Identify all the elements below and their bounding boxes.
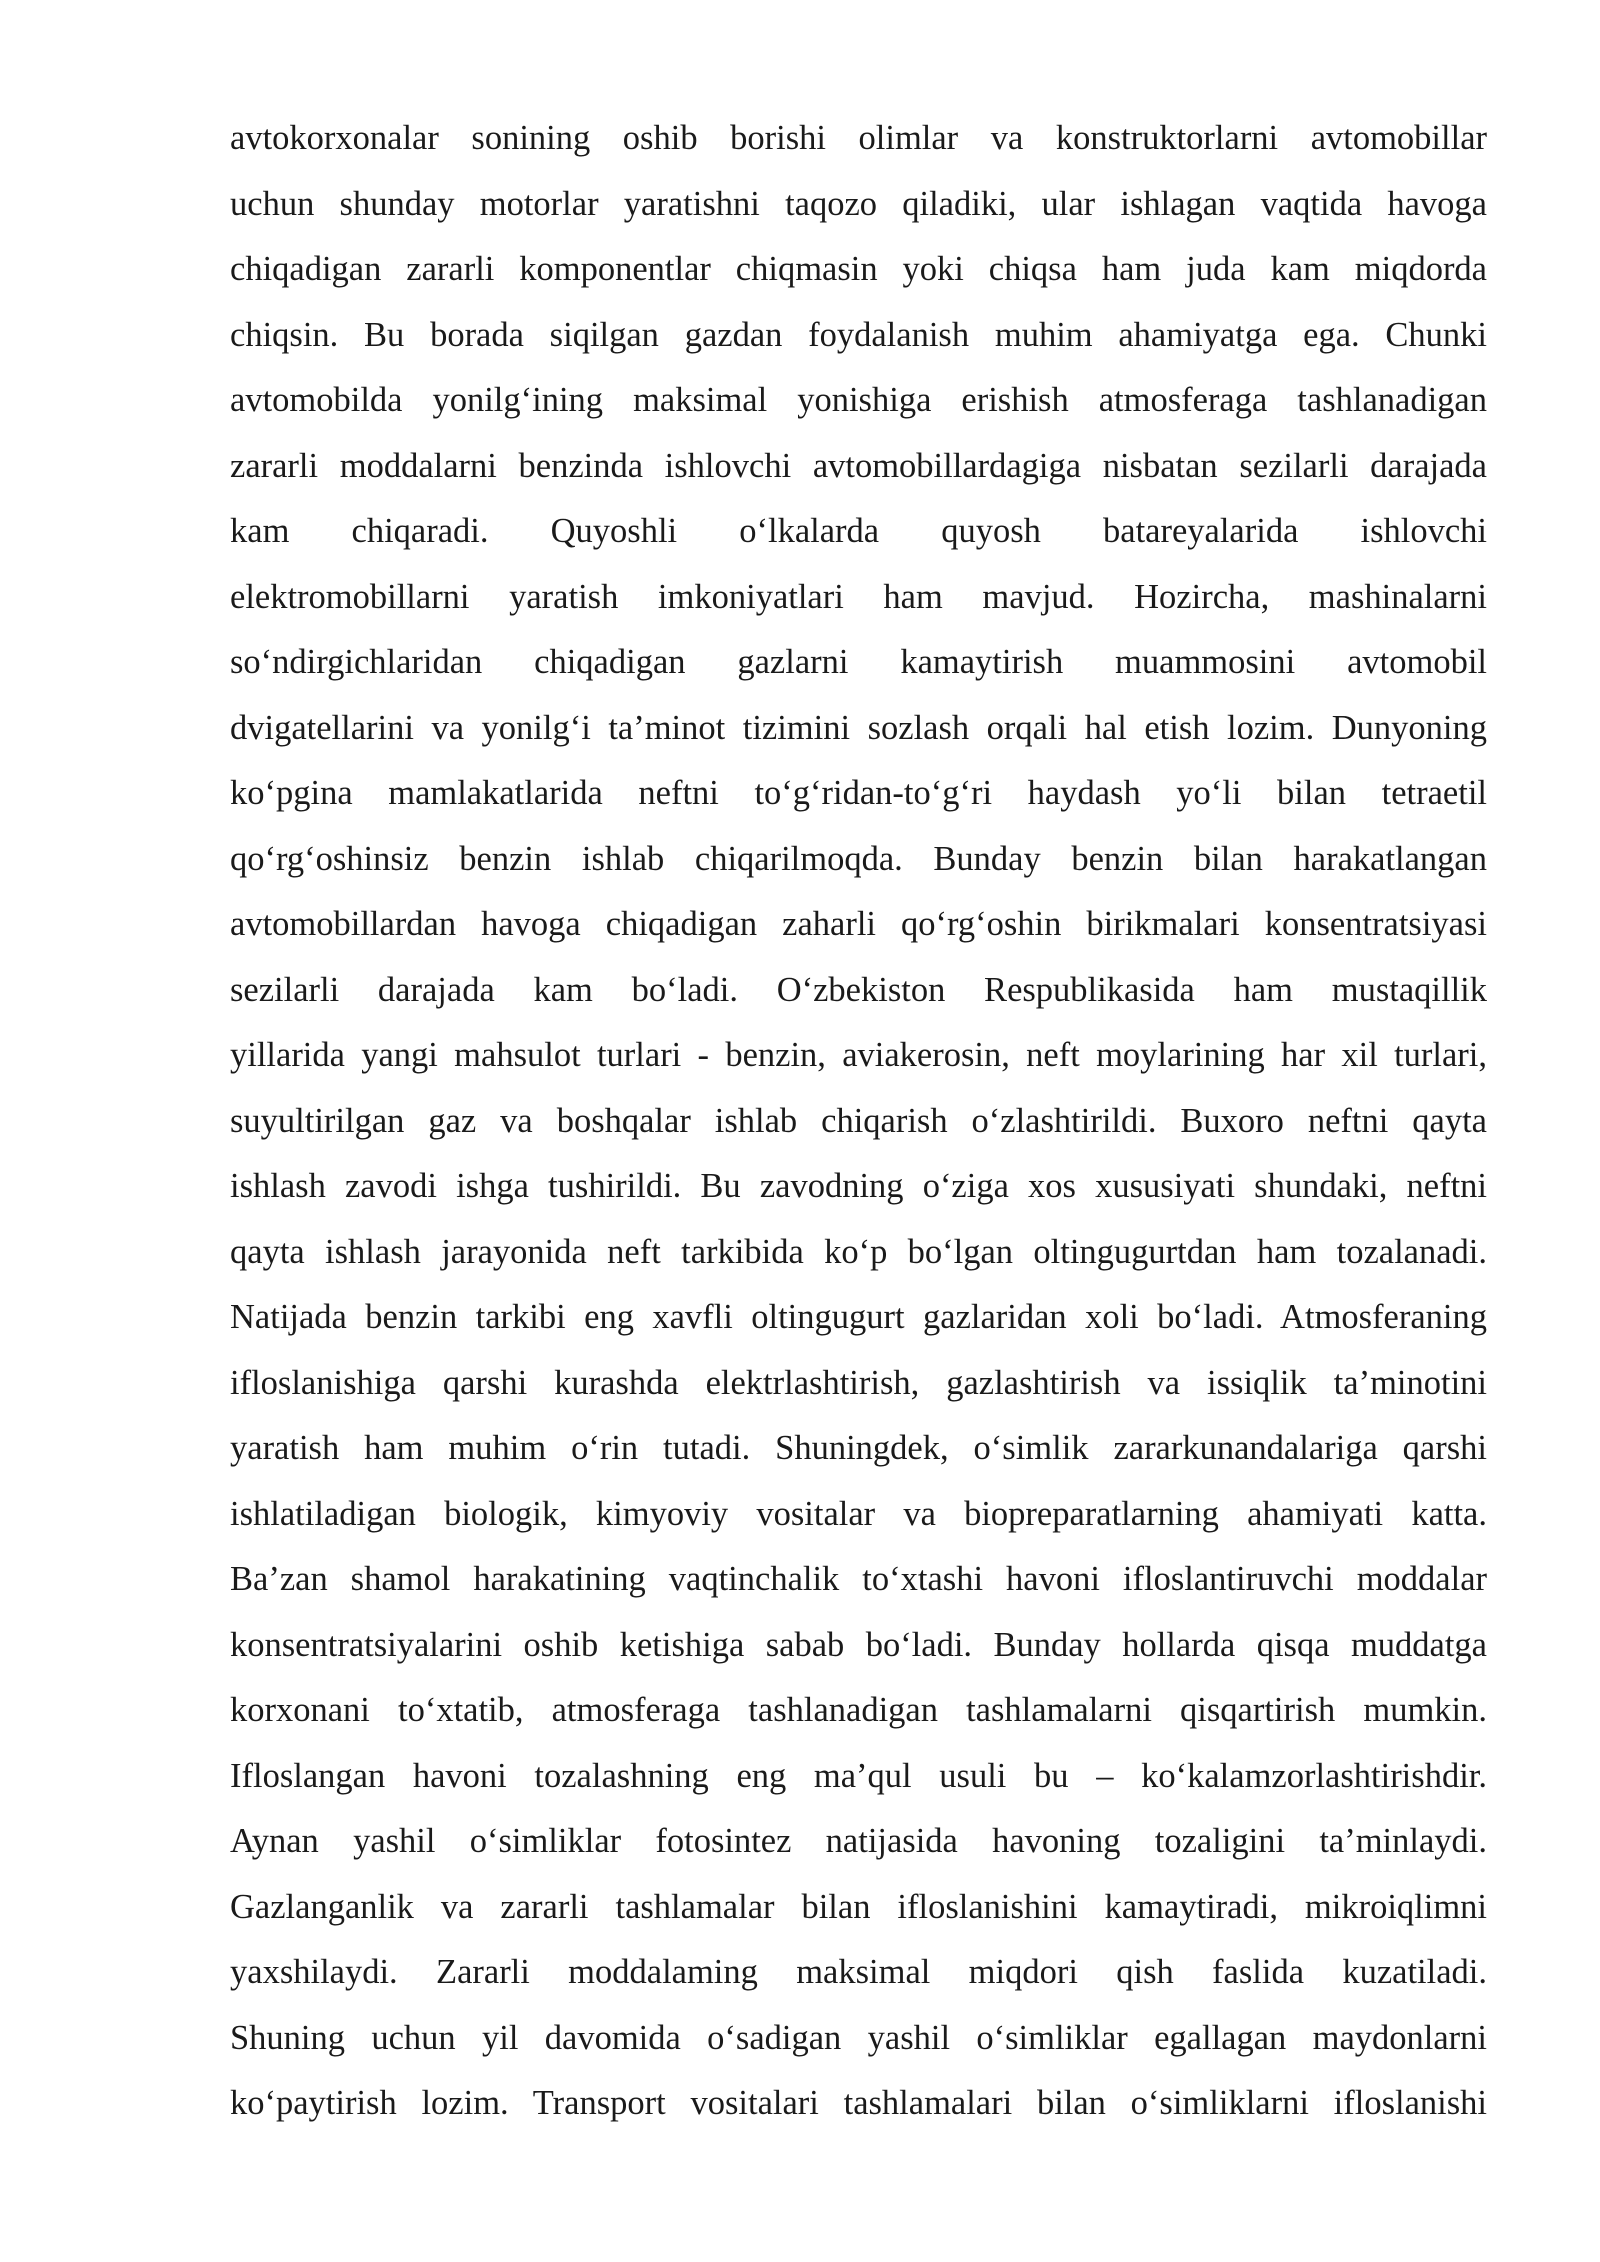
text-line: chiqsin. Bu borada siqilgan gazdan foydalanish muhim ahamiyatga ega. Chunki [230,315,1487,354]
text-line: avtomobillardan havoga chiqadigan zaharli qo‘rg‘oshin birikmalari konsentratsiyasi [230,905,1487,943]
text-line: Ifloslangan havoni tozalashning eng ma’qul usuli bu – ko‘kalamzorlashtirishdir. [230,1756,1487,1795]
text-line: yillarida yangi mahsulot turlari - benzin, aviakerosin, neft moylarining har xil turlari, [230,1036,1487,1074]
text-line: sezilarli darajada kam bo‘ladi. O‘zbekiston Respublikasida ham mustaqillik [230,970,1487,1009]
text-line: zararli moddalarni benzinda ishlovchi avtomobillardagiga nisbatan sezilarli darajada [230,446,1487,485]
text-line: Gazlanganlik va zararli tashlamalar bilan ifloslanishini kamaytiradi, mikroiqlimni [230,1887,1487,1926]
text-line: konsentratsiyalarini oshib ketishiga sabab bo‘ladi. Bunday hollarda qisqa muddatga [230,1625,1487,1664]
text-line: yaratish ham muhim o‘rin tutadi. Shuningdek, o‘simlik zararkunandalariga qarshi [230,1429,1487,1467]
body-paragraph [230,112,1487,2143]
text-line: ko‘pgina mamlakatlarida neftni to‘g‘ridan-to‘g‘ri haydash yo‘li bilan tetraetil [230,774,1487,812]
text-line: ishlash zavodi ishga tushirildi. Bu zavodning o‘ziga xos xususiyati shundaki, neftni [230,1167,1487,1205]
text-line: so‘ndirgichlaridan chiqadigan gazlarni kamaytirish muammosini avtomobil [230,643,1487,681]
text-line: dvigatellarini va yonilg‘i ta’minot tizimini sozlash orqali hal etish lozim. Dunyoning [230,708,1487,747]
text-line: yaxshilaydi. Zararli moddalaming maksimal miqdori qish faslida kuzatiladi. [230,1953,1487,1991]
text-line: avtomobilda yonilg‘ining maksimal yonishiga erishish atmosferaga tashlanadigan [230,381,1487,419]
text-line: Natijada benzin tarkibi eng xavfli oltingugurt gazlaridan xoli bo‘ladi. Atmosferaning [230,1298,1487,1336]
text-line: avtokorxonalar sonining oshib borishi olimlar va konstruktorlarni avtomobillar [230,119,1487,157]
text-line: uchun shunday motorlar yaratishni taqozo qiladiki, ular ishlagan vaqtida havoga [230,184,1487,223]
text-line: suyultirilgan gaz va boshqalar ishlab chiqarish o‘zlashtirildi. Buxoro neftni qayta [230,1101,1487,1140]
text-line: kam chiqaradi. Quyoshli o‘lkalarda quyosh batareyalarida ishlovchi [230,512,1487,550]
text-line: qayta ishlash jarayonida neft tarkibida ko‘p bo‘lgan oltingugurtdan ham tozalanadi. [230,1232,1487,1271]
text-line: qo‘rg‘oshinsiz benzin ishlab chiqarilmoqda. Bunday benzin bilan harakatlangan [230,839,1487,878]
text-line: elektromobillarni yaratish imkoniyatlari ham mavjud. Hozircha, mashinalarni [230,577,1487,616]
text-line: ko‘paytirish lozim. Transport vositalari tashlamalari bilan o‘simliklarni ifloslanishi [230,2084,1487,2122]
text-line: korxonani to‘xtatib, atmosferaga tashlanadigan tashlamalarni qisqartirish mumkin. [230,1691,1487,1729]
text-line: ifloslanishiga qarshi kurashda elektrlashtirish, gazlashtirish va issiqlik ta’minotini [230,1363,1487,1402]
text-line: Aynan yashil o‘simliklar fotosintez natijasida havoning tozaligini ta’minlaydi. [230,1822,1487,1860]
text-line: Ba’zan shamol harakatining vaqtinchalik to‘xtashi havoni ifloslantiruvchi moddalar [230,1560,1487,1598]
text-line: chiqadigan zararli komponentlar chiqmasin yoki chiqsa ham juda kam miqdorda [230,250,1487,288]
text-line: ishlatiladigan biologik, kimyoviy vositalar va biopreparatlarning ahamiyati katta. [230,1494,1487,1533]
text-line: Shuning uchun yil davomida o‘sadigan yashil o‘simliklar egallagan maydonlarni [230,2018,1487,2057]
